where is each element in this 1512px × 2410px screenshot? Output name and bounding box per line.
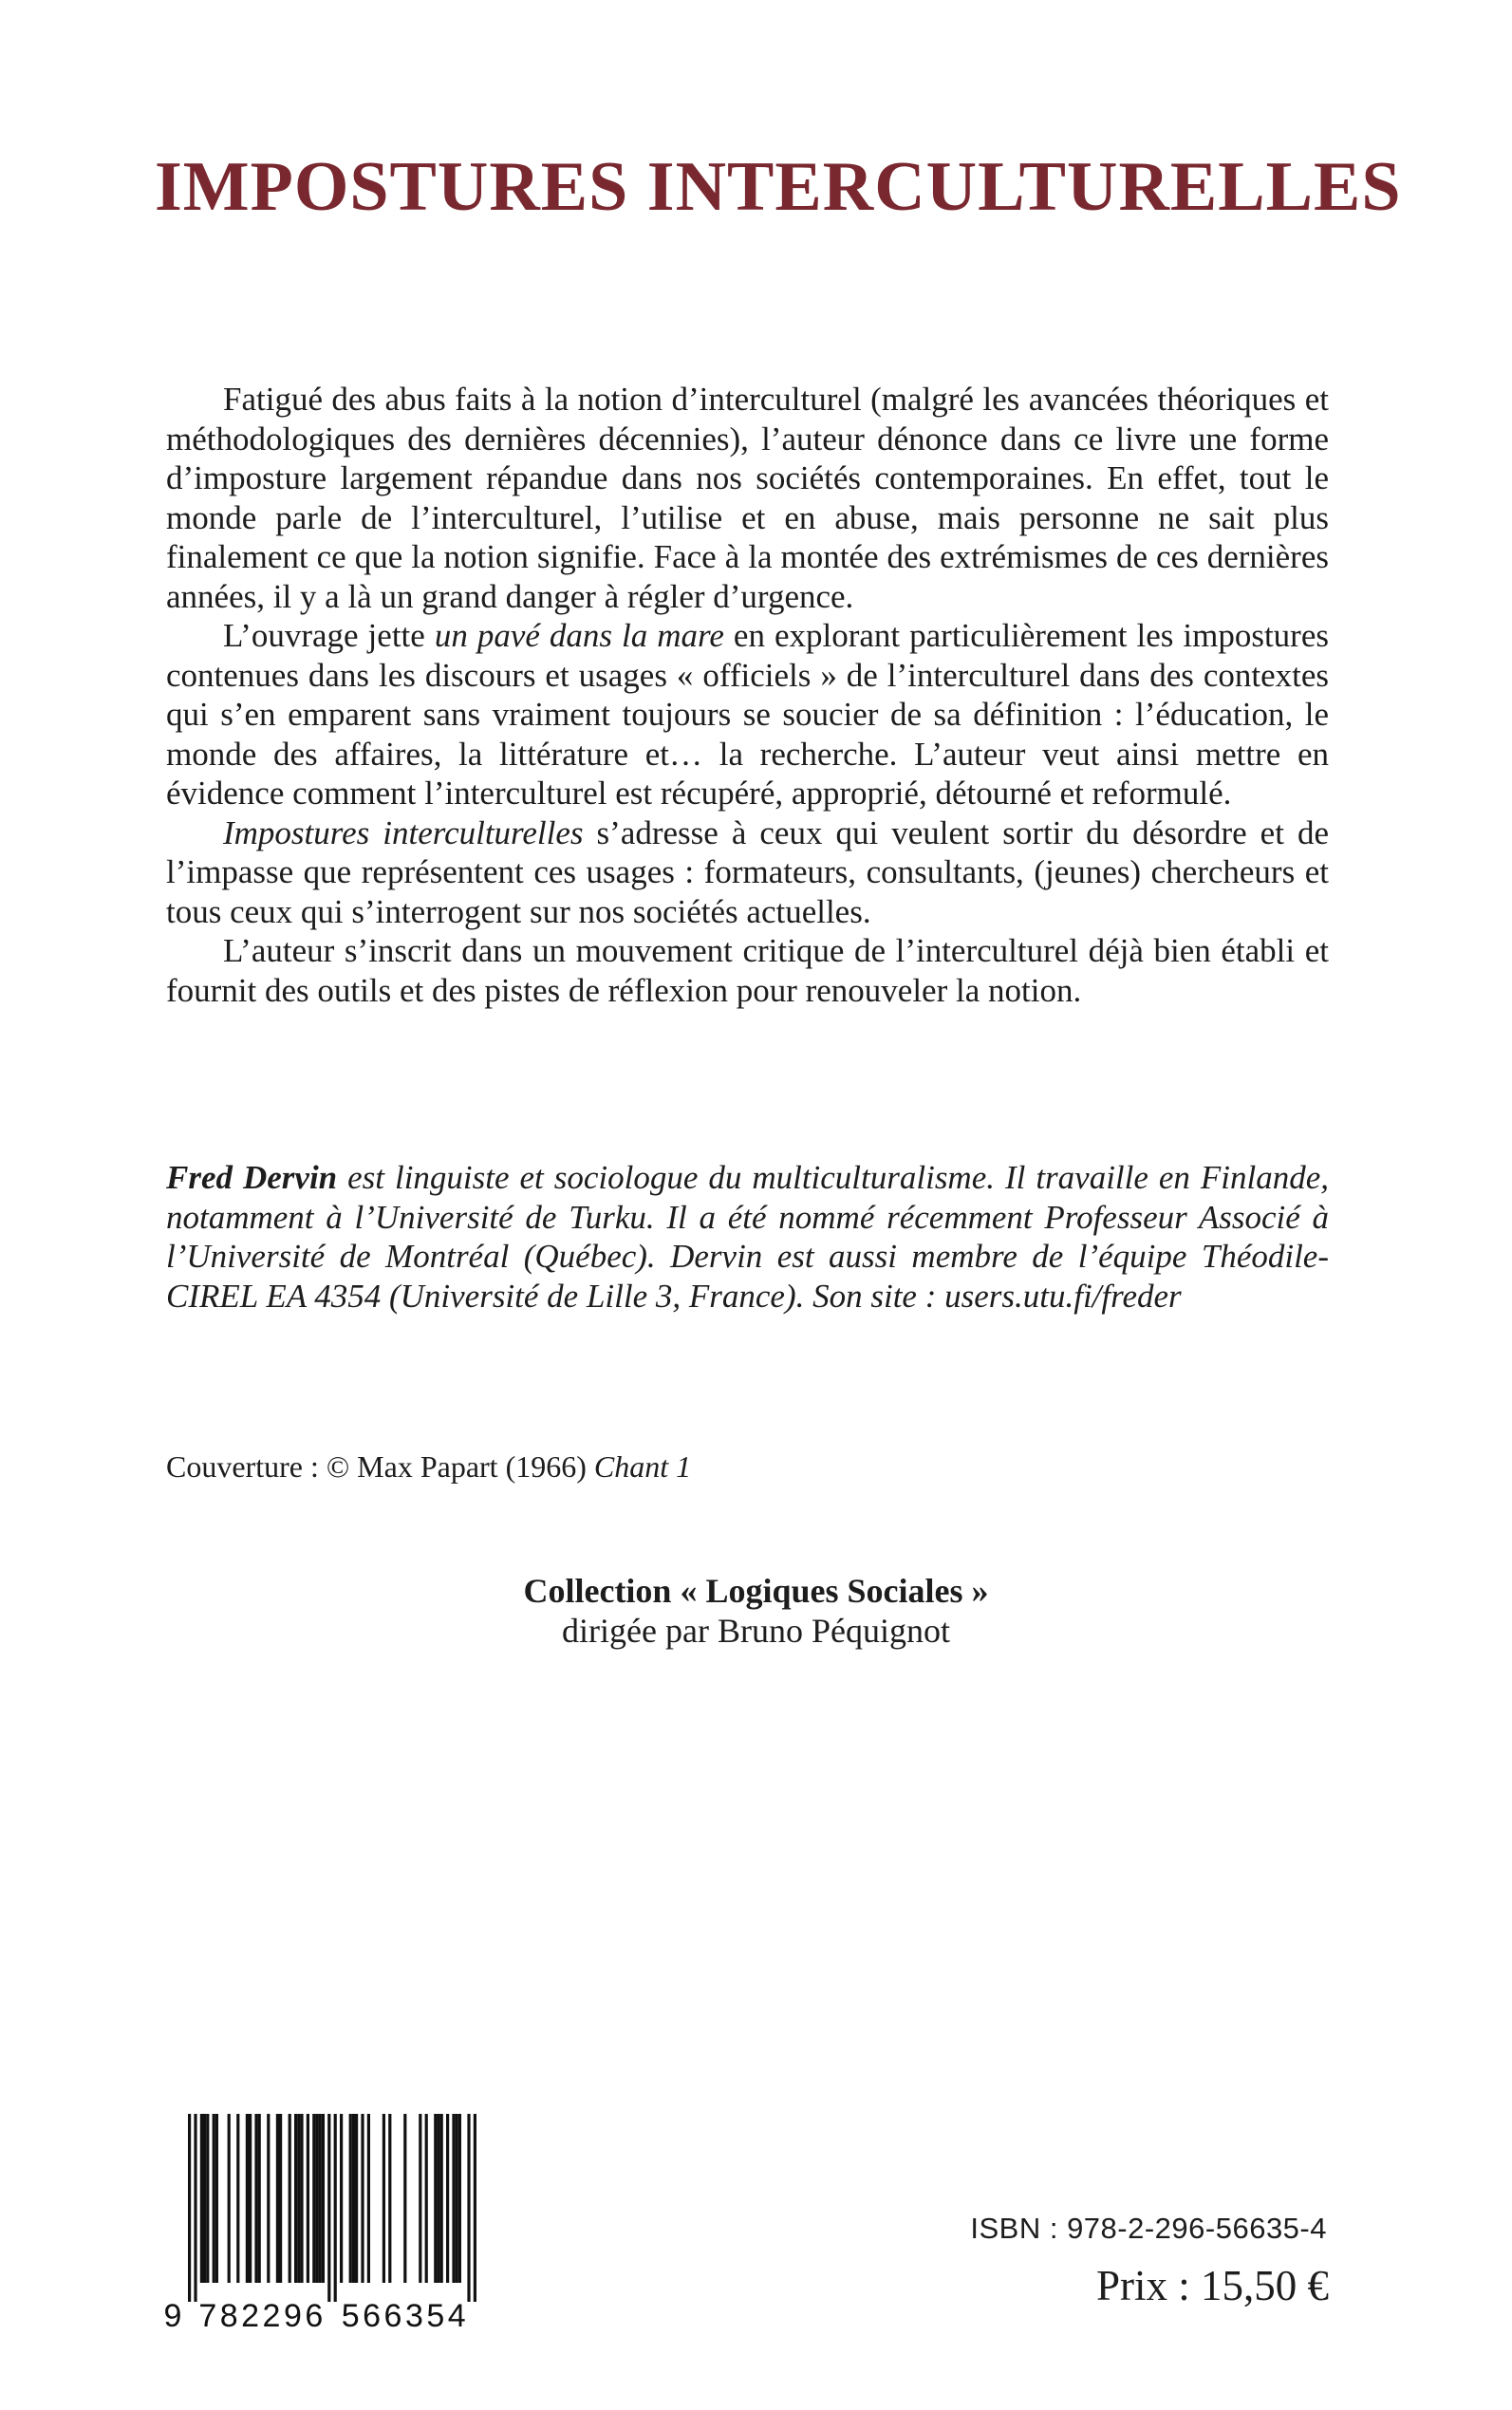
barcode-digit: 7 — [198, 2298, 217, 2334]
blurb-paragraph-3: Impostures interculturelles s’adresse à ceux qui veulent sortir du désordre et de l’impasse que représentent ces usages : formateurs, consultants, (jeunes) chercheurs et tous ceux qui s’interrogent sur nos sociétés actuelles. — [166, 813, 1329, 930]
blurb-paragraph-2: L’ouvrage jette un pavé dans la mare en explorant particulièrement les impostures contenues dans les discours et usages « officiels » de l’interculturel dans des contextes qui s’en emparent sans vraiment toujours se soucier de sa définition : l’éducation, le monde des affaires, la littérature et… la recherche. L’auteur veut ainsi mettre en évidence comment l’interculturel est récupéré, approprié, détourné et reformulé. — [166, 617, 1329, 812]
barcode-bar — [206, 2114, 209, 2283]
barcode-bar — [249, 2114, 252, 2283]
author-bio-text: est linguiste et sociologue du multiculturalisme. Il travaille en Finlande, notamment à l’Université de Turku. Il a été nommé récemment Professeur Associé à l’Université de Montréal (Québec). Dervin est aussi membre de l’équipe Théodile-CIREL EA 4354 (Université de Lille 3, France). Son site : users.utu.fi/freder — [166, 1159, 1330, 1315]
barcode-bar — [215, 2114, 218, 2283]
barcode-bar — [361, 2114, 364, 2283]
barcode-bar — [383, 2114, 385, 2283]
barcode-bar — [297, 2114, 300, 2283]
barcode-digit: 3 — [404, 2298, 423, 2334]
barcode-bar — [340, 2114, 343, 2283]
barcode-bar — [367, 2114, 370, 2283]
barcode-bar — [307, 2114, 309, 2283]
artwork-title: Chant 1 — [593, 1449, 692, 1484]
barcode-bar — [276, 2114, 279, 2283]
barcode-digit: 6 — [305, 2298, 324, 2334]
barcode-bar — [258, 2114, 261, 2283]
back-cover-blurb — [166, 380, 1329, 1010]
barcode-bar — [236, 2114, 239, 2283]
barcode-bar — [334, 2114, 337, 2302]
italic-title: Impostures interculturelles — [223, 813, 584, 851]
barcode-digit: 6 — [383, 2298, 402, 2334]
barcode-bar — [300, 2114, 303, 2283]
barcode-bar — [322, 2114, 325, 2283]
blurb-paragraph-1: Fatigué des abus faits à la notion d’interculturel (malgré les avancées théoriques et méthodologiques des dernières décennies), l’auteur dénonce dans ce livre une forme d’imposture largement répandue dans nos sociétés contemporaines. En effet, tout le monde parle de l’interculturel, l’utilise et en abuse, mais personne ne sait plus finalement ce que la notion signifie. Face à la montée des extrémismes de ces dernières années, il y a là un grand danger à régler d’urgence. — [166, 381, 1329, 615]
barcode-bar — [458, 2114, 461, 2283]
barcode-digit: 2 — [241, 2298, 260, 2334]
barcode-digit: 2 — [262, 2298, 281, 2334]
barcode-bar — [315, 2114, 318, 2283]
barcode-bar — [434, 2114, 437, 2283]
barcode-bar — [200, 2114, 203, 2283]
barcode-bar — [194, 2114, 196, 2302]
barcode-digit: 5 — [341, 2298, 360, 2334]
barcode-bar — [446, 2114, 449, 2283]
barcode-graphic — [161, 2112, 503, 2340]
barcode-bar — [188, 2114, 191, 2302]
barcode-bar — [349, 2114, 352, 2283]
barcode-bar — [403, 2114, 406, 2283]
barcode-bar — [267, 2114, 270, 2283]
barcode-bar — [327, 2114, 330, 2302]
collection-name: Collection « Logiques Sociales » — [523, 1572, 989, 1610]
italic-phrase: un pavé dans la mare — [434, 617, 724, 654]
barcode-bar — [203, 2114, 206, 2283]
barcode-bar — [246, 2114, 249, 2283]
barcode-bar — [474, 2114, 476, 2302]
barcode-bar — [419, 2114, 421, 2283]
barcode-digit: 5 — [426, 2298, 445, 2334]
barcode-bar — [319, 2114, 322, 2283]
barcode-bar — [213, 2114, 215, 2283]
barcode-bar — [388, 2114, 391, 2283]
barcode-bar — [452, 2114, 455, 2283]
author-name: Fred Dervin — [166, 1159, 338, 1196]
barcode-bar — [437, 2114, 439, 2283]
barcode-digit: 9 — [163, 2298, 182, 2334]
barcode-bar — [294, 2114, 297, 2283]
barcode-bar — [425, 2114, 428, 2283]
barcode — [161, 2112, 503, 2340]
barcode-bar — [228, 2114, 231, 2283]
barcode-bar — [440, 2114, 443, 2283]
author-bio — [166, 1158, 1329, 1316]
barcode-bar — [456, 2114, 458, 2283]
barcode-digit: 6 — [363, 2298, 382, 2334]
isbn: ISBN : 978-2-296-56635-4 — [970, 2212, 1327, 2245]
barcode-digit: 8 — [219, 2298, 238, 2334]
collection-info — [0, 1571, 1512, 1651]
price: Prix : 15,50 € — [1095, 2262, 1329, 2309]
cover-credit: Couverture : © Max Papart (1966) Chant 1 — [166, 1449, 692, 1484]
barcode-bar — [467, 2114, 470, 2302]
barcode-digit: 9 — [283, 2298, 302, 2334]
barcode-bar — [355, 2114, 358, 2283]
barcode-bar — [254, 2114, 257, 2283]
blurb-paragraph-4: L’auteur s’inscrit dans un mouvement critique de l’interculturel déjà bien établi et fournit des outils et des pistes de réflexion pour renouveler la notion. — [166, 932, 1329, 1009]
barcode-bar — [312, 2114, 315, 2283]
barcode-bar — [289, 2114, 291, 2283]
book-title: IMPOSTURES INTERCULTURELLES — [155, 148, 1402, 226]
collection-director: dirigée par Bruno Péquignot — [562, 1612, 950, 1650]
barcode-digit: 4 — [447, 2298, 466, 2334]
barcode-bar — [279, 2114, 282, 2283]
barcode-bar — [352, 2114, 355, 2283]
